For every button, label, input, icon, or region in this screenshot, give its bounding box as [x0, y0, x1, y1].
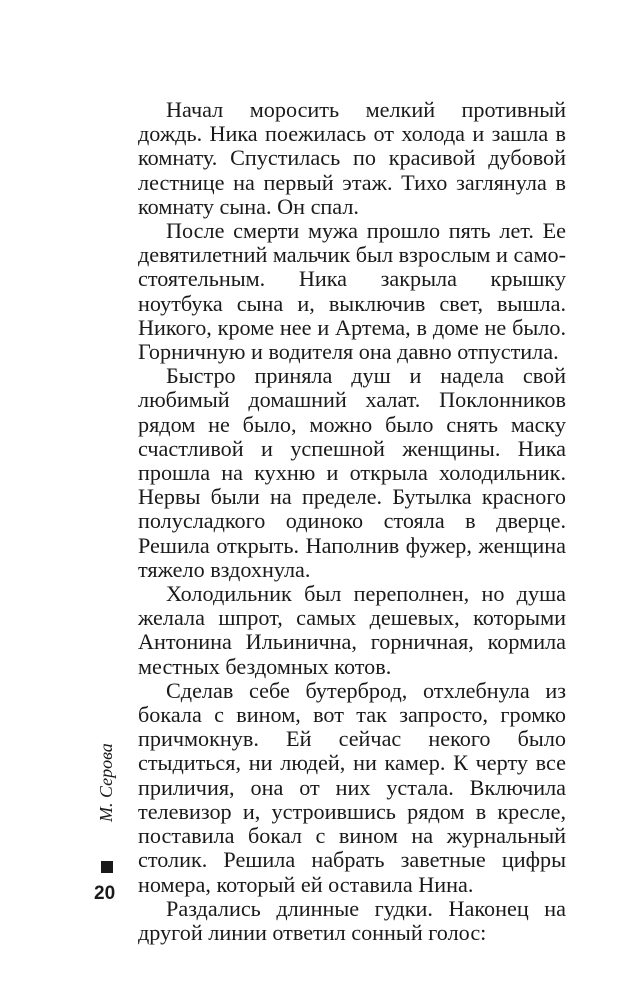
- paragraph: Начал моросить мелкий противный дождь. Ника поежилась от холода и зашла в комнату. Спустилась по красивой дубовой лестнице на первый этаж. Тихо заглянула в комнату сына. Он спал.: [138, 97, 566, 219]
- paragraph: Раздались длинные гудки. Наконец на другой линии ответил сонный голос:: [138, 895, 566, 945]
- page-number: 20: [94, 883, 116, 904]
- paragraph: Сделав себе бутерброд, отхлебнула из бокала с вином, вот так запросто, громко причмокнув. Ей сейчас некого было стыдиться, ни людей, ни камер. К черту все приличия, она от них устала. Включила телевизор и, устроившись рядом в кресле, поставила бокал с вином на журнальный столик. Решила набрать заветные цифры номера, который ей оставила Нина.: [138, 677, 566, 897]
- paragraph: Холодильник был переполнен, но душа желала шпрот, самых дешевых, которыми Антонина Ильинична, горничная, кормила местных бездомных котов.: [138, 581, 566, 679]
- body-text: [138, 98, 566, 945]
- paragraph: После смерти мужа прошло пять лет. Ее девятилетний мальчик был взрослым и самостоятельным. Ника закрыла крышку ноутбука сына и, выключив свет, вышла. Никого, кроме нее и Артема, в доме не было. Горничную и водителя она давно отпустила.: [138, 218, 566, 365]
- paragraph: Быстро приняла душ и надела свой любимый домашний халат. Поклонников рядом не было, можно было снять маску счастливой и успешной женщины. Ника прошла на кухню и открыла холодильник. Нервы были на пределе. Бутылка красного полусладкого одиноко стояла в дверце. Решила открыть. Наполнив фужер, женщина тяжело вздохнула.: [138, 363, 566, 582]
- square-marker-icon: [101, 861, 113, 873]
- running-author: М. Серова: [96, 743, 116, 822]
